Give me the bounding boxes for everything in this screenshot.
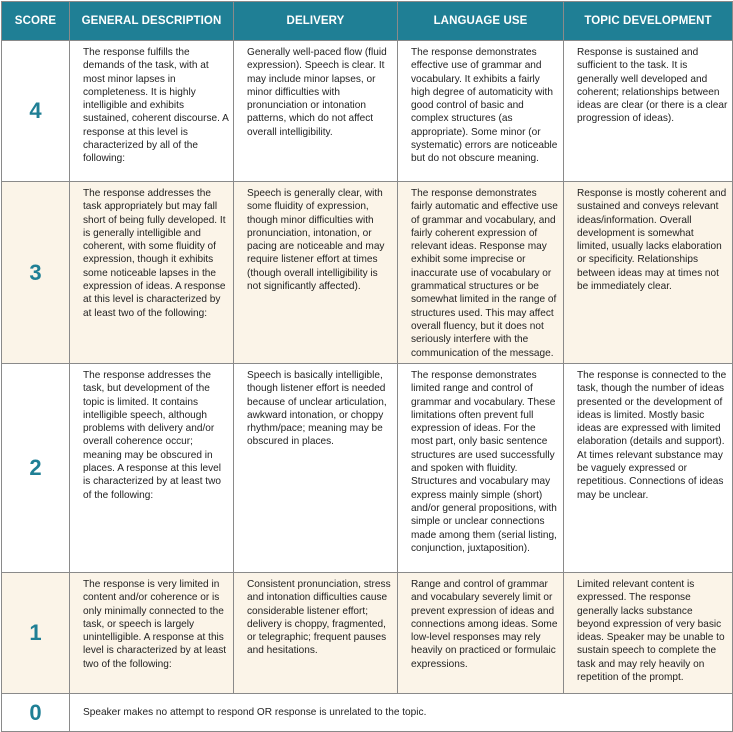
header-delivery: DELIVERY <box>234 2 398 41</box>
header-row <box>2 2 733 41</box>
general-description-cell: The response fulfills the demands of the task, with at most minor lapses in completeness. It is highly intelligible and exhibits sustained, coherent discourse. A response at this level is characterized by all of the following: <box>70 41 234 182</box>
topic-development-cell: Response is mostly coherent and sustained and conveys relevant ideas/information. Overall development is somewhat limited, usually lacks elaboration or specificity. Relationships between ideas may at times not be immediately clear. <box>564 182 733 364</box>
score-value: 1 <box>2 573 70 694</box>
score-row-4 <box>2 41 733 182</box>
header-topic-development: TOPIC DEVELOPMENT <box>564 2 733 41</box>
language-use-cell: The response demonstrates effective use of grammar and vocabulary. It exhibits a fairly high degree of automaticity with good control of basic and complex structures (as appropriate). Some minor (or systematic) errors are noticeable but do not obscure meaning. <box>398 41 564 182</box>
general-description-cell: The response addresses the task, but development of the topic is limited. It contains intelligible speech, although problems with delivery and/or overall coherence occur; meaning may be obscured in places. A response at this level is characterized by at least two of the following: <box>70 364 234 573</box>
delivery-cell: Consistent pronunciation, stress and intonation difficulties cause considerable listener effort; delivery is choppy, fragmented, or telegraphic; frequent pauses and hesitations. <box>234 573 398 694</box>
score-value: 0 <box>2 694 70 732</box>
header-general-description: GENERAL DESCRIPTION <box>70 2 234 41</box>
header-score: SCORE <box>2 2 70 41</box>
topic-development-cell: Limited relevant content is expressed. The response generally lacks substance beyond expression of very basic ideas. Speaker may be unable to sustain speech to complete the task and may rely heavily on repetition of the prompt. <box>564 573 733 694</box>
language-use-cell: The response demonstrates limited range and control of grammar and vocabulary. These limitations often prevent full expression of ideas. For the most part, only basic sentence structures are used successfully and spoken with fluidity. Structures and vocabulary may express mainly simple (short) and/or general propositions, with simple or unclear connections made among them (serial listing, conjunction, juxtaposition). <box>398 364 564 573</box>
language-use-cell: Range and control of grammar and vocabulary severely limit or prevent expression of ideas and connections among ideas. Some low-level responses may rely heavily on practiced or formulaic expressions. <box>398 573 564 694</box>
general-description-cell: The response addresses the task appropriately but may fall short of being fully developed. It is generally intelligible and coherent, with some fluidity of expression, though it exhibits some noticeable lapses in the expression of ideas. A response at this level is characterized by at least two of the following: <box>70 182 234 364</box>
delivery-cell: Speech is basically intelligible, though listener effort is needed because of unclear articulation, awkward intonation, or choppy rhythm/pace; meaning may be obscured in places. <box>234 364 398 573</box>
score-row-0 <box>2 694 733 732</box>
delivery-cell: Generally well-paced flow (fluid expression). Speech is clear. It may include minor lapses, or minor difficulties with pronunciation or intonation patterns, which do not affect overall intelligibility. <box>234 41 398 182</box>
score-value: 4 <box>2 41 70 182</box>
scoring-rubric-table <box>1 1 733 732</box>
general-description-cell: The response is very limited in content and/or coherence or is only minimally connected to the task, or speech is largely unintelligible. A response at this level is characterized by at least two of the following: <box>70 573 234 694</box>
delivery-cell: Speech is generally clear, with some fluidity of expression, though minor difficulties with pronunciation, intonation, or pacing are noticeable and may require listener effort at times (though overall intelligibility is not significantly affected). <box>234 182 398 364</box>
score-value: 2 <box>2 364 70 573</box>
score-row-1 <box>2 573 733 694</box>
zero-score-description: Speaker makes no attempt to respond OR response is unrelated to the topic. <box>70 694 733 732</box>
topic-development-cell: The response is connected to the task, though the number of ideas presented or the development of ideas is limited. Mostly basic ideas are expressed with limited elaboration (details and support). At times relevant substance may be vaguely expressed or repetitious. Connections of ideas may be unclear. <box>564 364 733 573</box>
language-use-cell: The response demonstrates fairly automatic and effective use of grammar and vocabulary, and fairly coherent expression of relevant ideas. Response may exhibit some imprecise or inaccurate use of vocabulary or grammatical structures or be somewhat limited in the range of structures used. This may affect overall fluency, but it does not seriously interfere with the communication of the message. <box>398 182 564 364</box>
header-language-use: LANGUAGE USE <box>398 2 564 41</box>
score-value: 3 <box>2 182 70 364</box>
score-row-3 <box>2 182 733 364</box>
topic-development-cell: Response is sustained and sufficient to the task. It is generally well developed and coherent; relationships between ideas are clear (or there is a clear progression of ideas). <box>564 41 733 182</box>
score-row-2 <box>2 364 733 573</box>
